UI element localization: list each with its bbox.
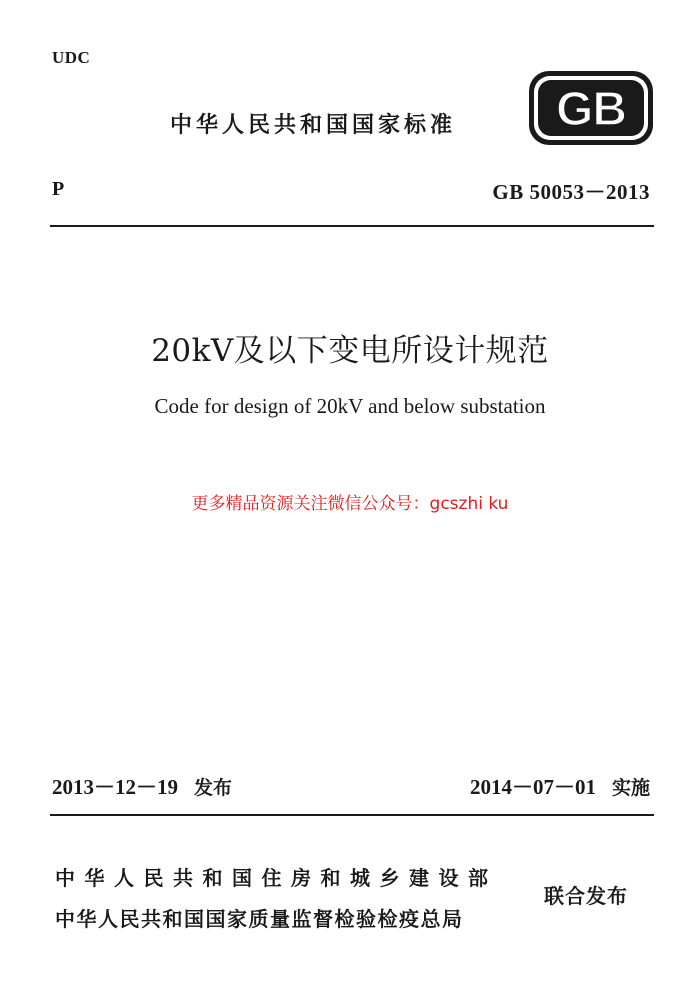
implement-date: 2014－07－01 (469, 775, 596, 799)
title-english: Code for design of 20kV and below substation (154, 394, 546, 418)
issue-date-block (52, 771, 232, 801)
implement-date-block (470, 771, 650, 801)
standard-code: GB 50053－2013 (492, 180, 650, 204)
gb-logo-text: GB (556, 83, 626, 136)
implement-label: 实施 (611, 777, 650, 799)
title-chinese: 20kV及以下变电所设计规范 (151, 333, 549, 369)
udc-label: UDC (52, 48, 91, 67)
bottom-divider (50, 814, 654, 816)
top-divider (50, 225, 654, 227)
issuer-aqsiq: 中华人民共和国国家质量监督检验检疫总局 (55, 907, 464, 931)
issue-date: 2013－12－19 (52, 775, 178, 799)
joint-issue-label: 联合发布 (544, 884, 628, 908)
gb-logo (528, 70, 654, 146)
issue-label: 发布 (194, 777, 233, 799)
promo-watermark-text: 更多精品资源关注微信公众号：gcszhi ku (191, 494, 509, 514)
issuer-ministry-housing: 中华人民共和国住房和城乡建设部 (55, 866, 498, 890)
standard-type: 中华人民共和国国家标准 (170, 113, 457, 138)
category-letter: P (52, 178, 65, 200)
